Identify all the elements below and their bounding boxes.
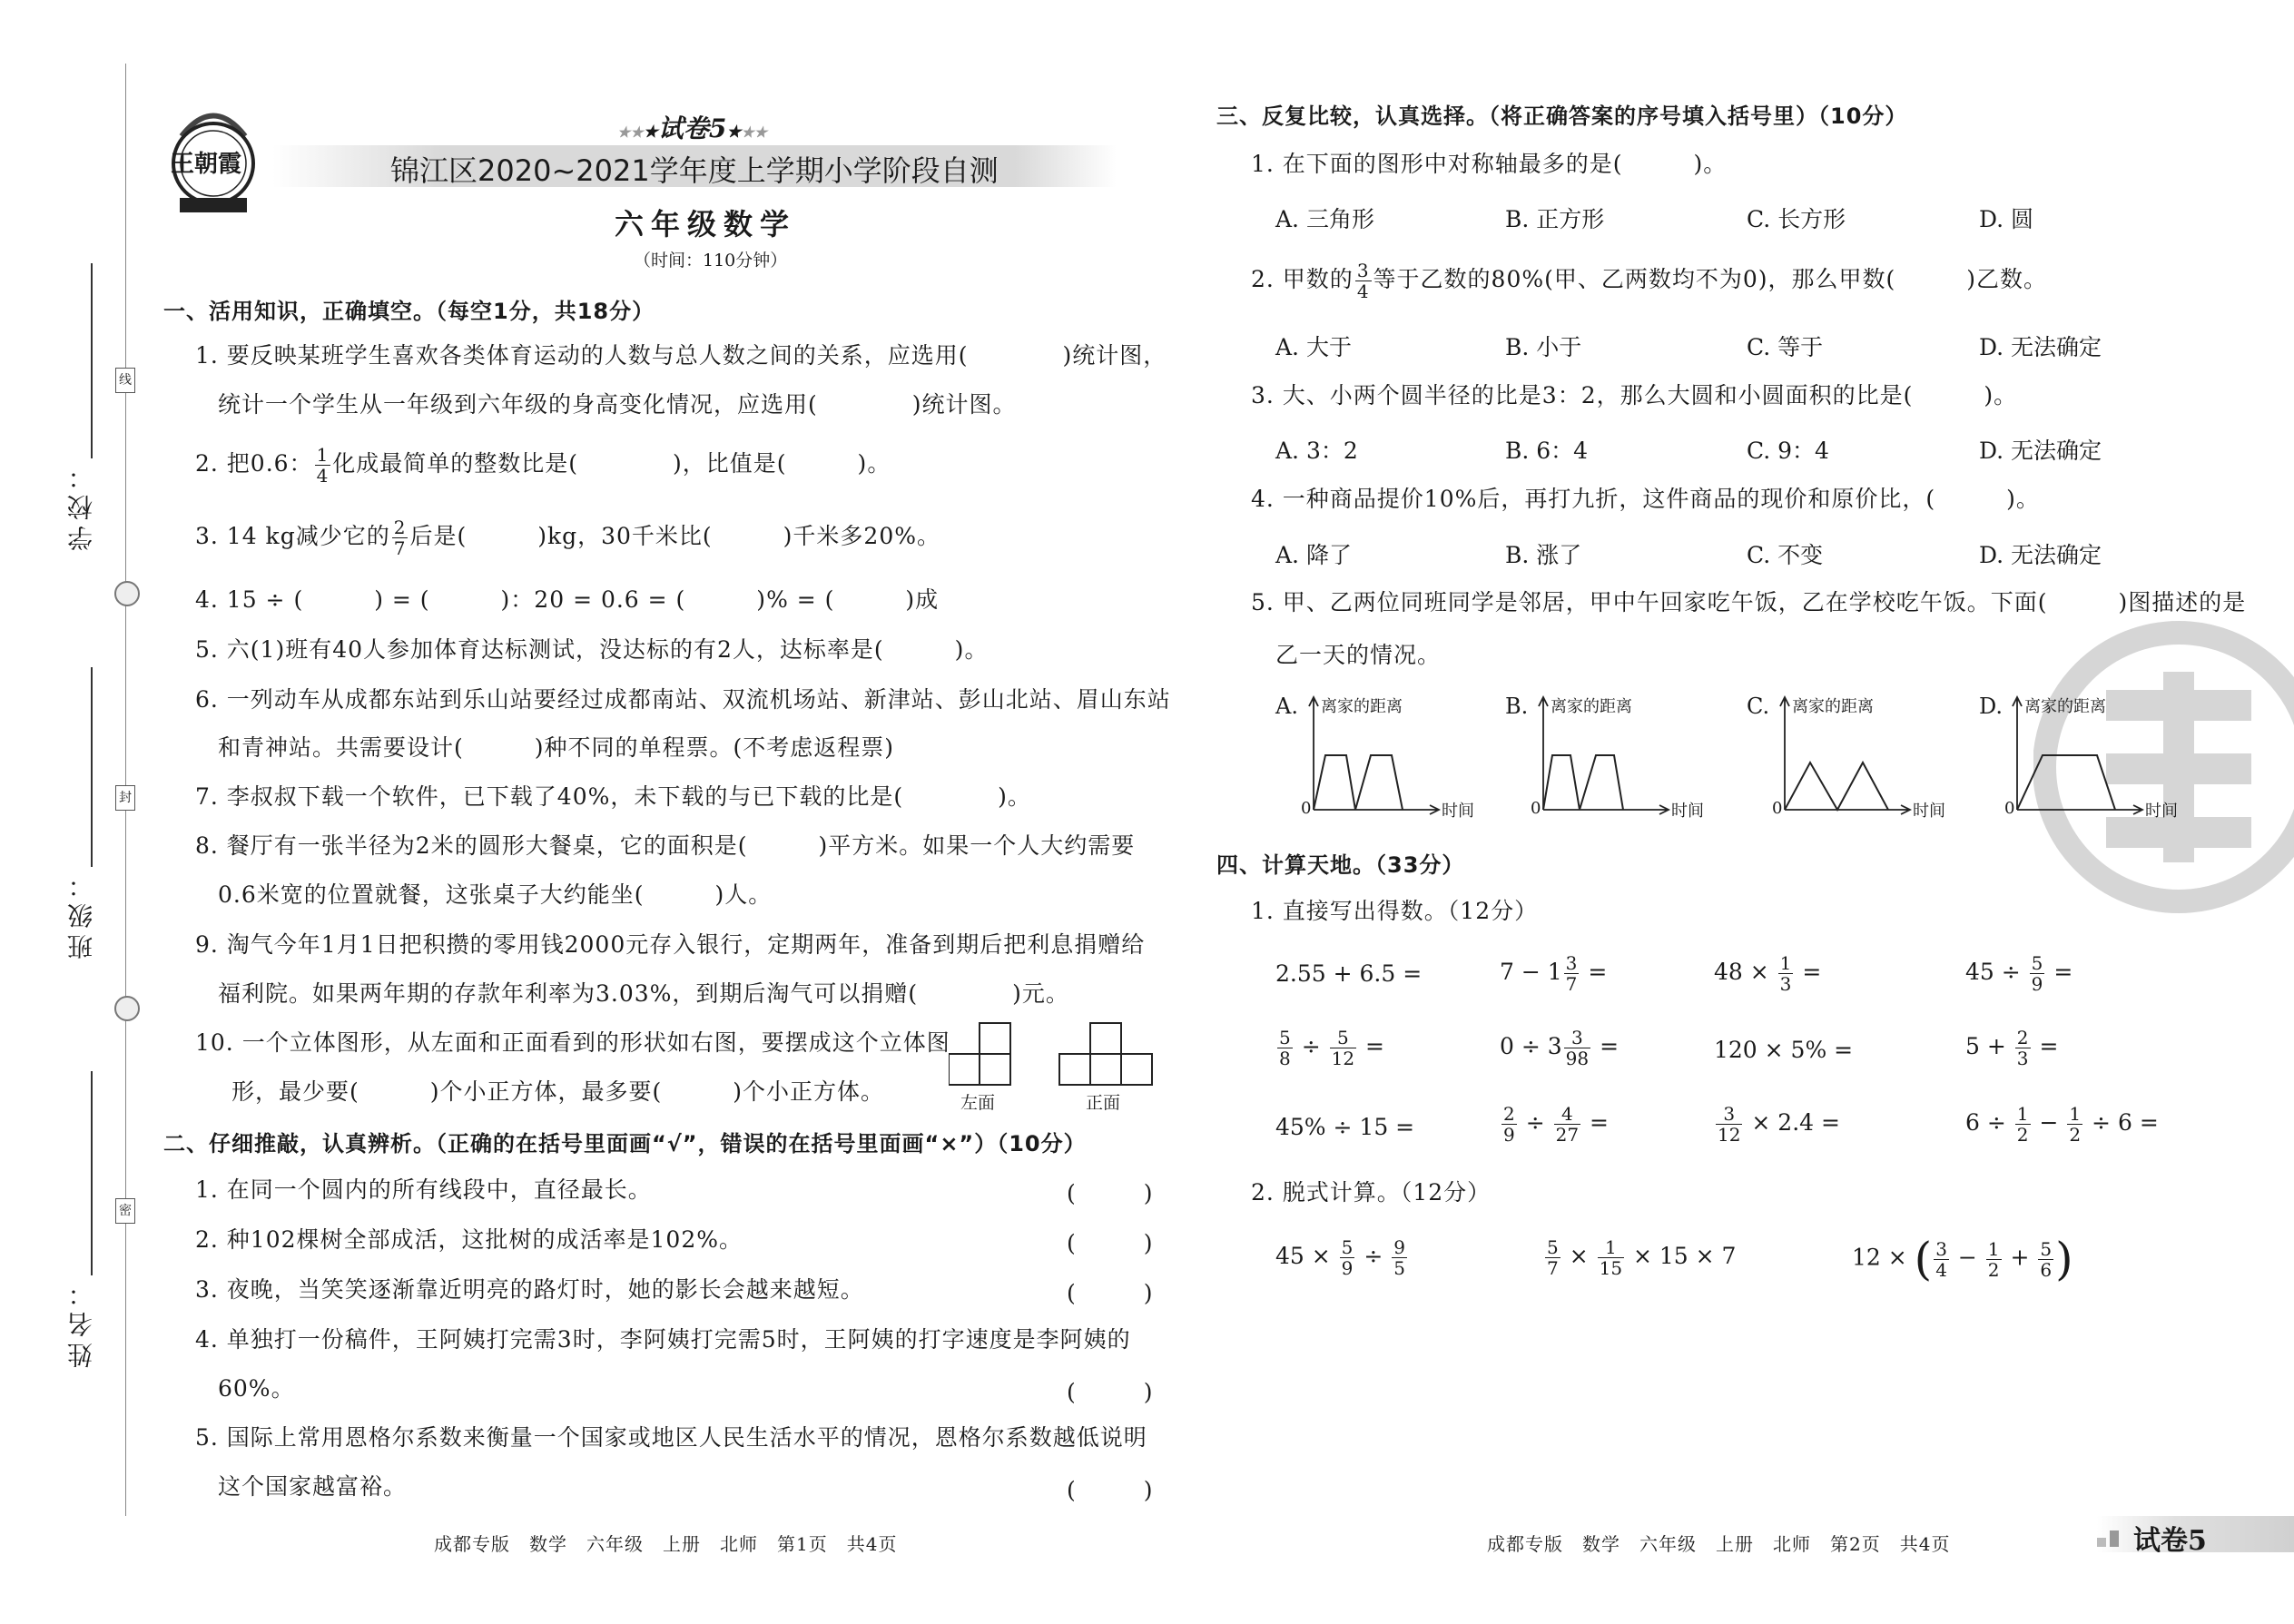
graph-b <box>1505 692 1732 819</box>
footer-right: 成都专版 数学 六年级 上册 北师 第2页 共4页 <box>1487 1533 1951 1555</box>
graph-y-label: 离家的距离 <box>2024 697 2106 716</box>
s1-q9-line1: 9. 淘气今年1月1日把积攒的零用钱2000元存入银行，定期两年，准备到期后把利息捐赠给 <box>195 931 1146 958</box>
graph-y-label: 离家的距离 <box>1321 697 1403 716</box>
calc-item: 120 × 5% = <box>1714 1037 1854 1063</box>
s1-q4: 4. 15 ÷ ( ) = ( )：20 = 0.6 = ( )% = ( )成 <box>195 586 940 613</box>
s3-q2-option-d: D. 无法确定 <box>1979 334 2102 360</box>
s3-q4-option-d: D. 无法确定 <box>1979 542 2102 568</box>
section1-title: 一、活用知识，正确填空。（每空1分，共18分） <box>163 299 655 324</box>
s3-q1: 1. 在下面的图形中对称轴最多的是( )。 <box>1251 151 1728 177</box>
s1-q10-line1: 10. 一个立体图形，从左面和正面看到的形状如右图，要摆成这个立体图 <box>195 1029 950 1056</box>
s2-q5-line1: 5. 国际上常用恩格尔系数来衡量一个国家或地区人民生活水平的情况，恩格尔系数越低说明 <box>195 1424 1147 1451</box>
calc-item: $\frac{2}{9}$ ÷ $\frac{4}{27}$ = <box>1503 1103 1609 1146</box>
square-icon <box>2110 1530 2119 1547</box>
s1-q10-line2: 形，最少要( )个小正方体，最多要( )个小正方体。 <box>231 1078 885 1105</box>
s1-q8-line2: 0.6米宽的位置就餐，这张桌子大约能坐( )人。 <box>218 881 773 908</box>
square-icon <box>2097 1538 2106 1547</box>
s3-q1-option-c: C. 长方形 <box>1747 206 1846 232</box>
calc-item: 45 ÷ $\frac{5}{9}$ = <box>1965 952 2073 995</box>
graph-d <box>1979 692 2206 819</box>
graph-x-label: 时间 <box>1913 802 1945 821</box>
section3-title: 三、反复比较，认真选择。（将正确答案的序号填入括号里）（10分） <box>1216 103 1908 129</box>
graph-origin: 0 <box>1301 799 1312 818</box>
s1-q1-line2: 统计一个学生从一年级到六年级的身高变化情况，应选用( )统计图。 <box>218 391 1017 418</box>
left-view-figure <box>949 1021 1021 1090</box>
calc-item: $\frac{5}{7}$ × $\frac{1}{15}$ × 15 × 7 <box>1547 1236 1737 1279</box>
calc-item: 45 × $\frac{5}{9}$ ÷ $\frac{9}{5}$ <box>1275 1236 1405 1279</box>
name-label: 姓名： <box>66 1275 96 1368</box>
s2-q1: 1. 在同一个圆内的所有线段中，直径最长。 <box>195 1176 652 1203</box>
s1-q6-line1: 6. 一列动车从成都东站到乐山站要经过成都南站、双流机场站、新津站、彭山北站、眉山东站 <box>195 686 1171 713</box>
time-limit: （时间：110分钟） <box>634 251 788 271</box>
s3-q2-option-c: C. 等于 <box>1747 334 1824 360</box>
graph-letter: A. <box>1275 694 1298 719</box>
calc-item: 0 ÷ 3 $\frac{3}{98}$ = <box>1500 1027 1620 1069</box>
paper-badge: ★★★试卷5★★★ <box>617 113 768 143</box>
s3-q2-option-a: A. 大于 <box>1275 334 1352 360</box>
calc-item: $\frac{5}{8}$ ÷ $\frac{5}{12}$ = <box>1279 1027 1384 1069</box>
s3-q1-option-b: B. 正方形 <box>1505 206 1605 232</box>
s3-q1-option-a: A. 三角形 <box>1275 206 1374 232</box>
s1-q1-line1: 1. 要反映某班学生喜欢各类体育运动的人数与总人数之间的关系，应选用( )统计图， <box>195 342 1167 369</box>
s1-q6-line2: 和青神站。共需要设计( )种不同的单程票。(不考虑返程票) <box>218 734 895 761</box>
star-icon: ★ <box>643 123 658 142</box>
answer-paren[interactable]: ( ) <box>1067 1477 1153 1503</box>
answer-paren[interactable]: ( ) <box>1067 1180 1153 1206</box>
s2-q3: 3. 夜晚，当笑笑逐渐靠近明亮的路灯时，她的影长会越来越短。 <box>195 1276 864 1303</box>
s1-q9-line2: 福利院。如果两年期的存款年利率为3.03%，到期后淘气可以捐赠( )元。 <box>218 980 1069 1007</box>
school-field-line <box>91 263 93 458</box>
s1-q3: 3. 14 kg减少它的 $\frac{2}{7}$ 后是( )kg，30千米比( )千米多20%。 <box>195 517 940 559</box>
calc-item: 45% ÷ 15 = <box>1275 1114 1415 1140</box>
s3-q4-option-b: B. 涨了 <box>1505 542 1582 568</box>
logo-text: 王朝霞 <box>171 151 242 178</box>
graph-c <box>1747 692 1974 819</box>
calc-item: 12 × ( $\frac{3}{4}$ − $\frac{1}{2}$ + $\frac{5}{6}$ ) <box>1852 1233 2073 1285</box>
page-title: 锦江区2020~2021学年度上学期小学阶段自测 <box>390 153 999 188</box>
front-view-figure <box>1058 1021 1157 1090</box>
fraction: $\frac{3}{4}$ <box>1356 260 1370 302</box>
graph-x-label: 时间 <box>2145 802 2178 821</box>
s1-q5: 5. 六(1)班有40人参加体育达标测试，没达标的有2人，达标率是( )。 <box>195 636 989 663</box>
graph-x-label: 时间 <box>1671 802 1704 821</box>
s2-q4-line1: 4. 单独打一份稿件，王阿姨打完需3时，李阿姨打完需5时，王阿姨的打字速度是李阿姨的 <box>195 1326 1131 1353</box>
graph-origin: 0 <box>2004 799 2015 818</box>
seal-tag-seal: 封 <box>115 785 135 811</box>
graph-letter: B. <box>1505 694 1529 719</box>
graph-y-label: 离家的距离 <box>1551 697 1632 716</box>
s3-q4-option-c: C. 不变 <box>1747 542 1824 568</box>
footer-left: 成都专版 数学 六年级 上册 北师 第1页 共4页 <box>434 1533 898 1555</box>
front-view-label: 正面 <box>1086 1093 1121 1113</box>
calc-item: 2.55 + 6.5 = <box>1275 960 1423 987</box>
s3-q5-line2: 乙一天的情况。 <box>1275 642 1442 668</box>
school-label: 学校： <box>66 458 96 551</box>
calc-item: 7 − 1 $\frac{3}{7}$ = <box>1500 952 1608 995</box>
s3-q3-option-a: A. 3：2 <box>1275 438 1358 464</box>
star-icon: ★★ <box>741 123 768 141</box>
calc-item: $\frac{3}{12}$ × 2.4 = <box>1718 1103 1840 1146</box>
s4-part1-title: 1. 直接写出得数。（12分） <box>1251 898 1539 924</box>
seal-tag-line: 线 <box>115 368 135 393</box>
s2-q4-line2: 60%。 <box>218 1375 295 1402</box>
fraction: $\frac{1}{4}$ <box>316 444 330 487</box>
binding-hole-icon <box>114 996 140 1021</box>
s1-q8-line1: 8. 餐厅有一张半径为2米的圆形大餐桌，它的面积是( )平方米。如果一个人大约需要 <box>195 832 1136 859</box>
graph-origin: 0 <box>1772 799 1783 818</box>
class-field-line <box>91 667 93 867</box>
s4-part2-title: 2. 脱式计算。（12分） <box>1251 1179 1492 1206</box>
graph-x-label: 时间 <box>1442 802 1474 821</box>
name-field-line <box>91 1071 93 1275</box>
s3-q3: 3. 大、小两个圆半径的比是3：2，那么大圆和小圆面积的比是( )。 <box>1251 382 2018 408</box>
calc-item: 48 × $\frac{1}{3}$ = <box>1714 952 1822 995</box>
star-icon: ★ <box>726 123 742 142</box>
footer-badge: 试卷5 <box>2097 1516 2294 1552</box>
section4-title: 四、计算天地。（33分） <box>1216 852 1465 878</box>
s3-q3-option-c: C. 9：4 <box>1747 438 1829 464</box>
seal-tag-secret: 密 <box>115 1198 135 1224</box>
fraction: $\frac{2}{7}$ <box>393 517 407 559</box>
answer-paren[interactable]: ( ) <box>1067 1230 1153 1256</box>
calc-item: 6 ÷ $\frac{1}{2}$ − $\frac{1}{2}$ ÷ 6 = <box>1965 1103 2159 1146</box>
calc-item: 5 + $\frac{2}{3}$ = <box>1965 1027 2059 1069</box>
s3-q5-line1: 5. 甲、乙两位同班同学是邻居，甲中午回家吃午饭，乙在学校吃午饭。下面( )图描述的是 <box>1251 589 2247 615</box>
s3-q3-option-d: D. 无法确定 <box>1979 438 2102 464</box>
graph-a <box>1275 692 1502 819</box>
graph-y-label: 离家的距离 <box>1792 697 1874 716</box>
binding-hole-icon <box>114 581 140 606</box>
subtitle: 六年级数学 <box>615 207 797 241</box>
answer-paren[interactable]: ( ) <box>1067 1379 1153 1405</box>
s1-q7: 7. 李叔叔下载一个软件，已下载了40%，未下载的与已下载的比是( )。 <box>195 783 1031 810</box>
class-label: 班级： <box>66 867 96 960</box>
answer-paren[interactable]: ( ) <box>1067 1280 1153 1306</box>
star-icon: ★★ <box>617 123 644 141</box>
s3-q3-option-b: B. 6：4 <box>1505 438 1589 464</box>
s3-q4-option-a: A. 降了 <box>1275 542 1352 568</box>
s1-q2: 2. 把0.6： $\frac{1}{4}$ 化成最简单的整数比是( )，比值是( )。 <box>195 444 891 487</box>
graph-letter: C. <box>1747 694 1770 719</box>
s3-q2: 2. 甲数的 $\frac{3}{4}$ 等于乙数的80%(甲、乙两数均不为0)，那么甲数( )乙数。 <box>1251 260 2048 302</box>
graph-letter: D. <box>1979 694 2004 719</box>
graph-origin: 0 <box>1531 799 1541 818</box>
s2-q2: 2. 种102棵树全部成活，这批树的成活率是102%。 <box>195 1226 743 1253</box>
section2-title: 二、仔细推敲，认真辨析。（正确的在括号里面画“√”，错误的在括号里面画“×”）（10分） <box>163 1131 1087 1156</box>
s2-q5-line2: 这个国家越富裕。 <box>218 1473 408 1500</box>
left-view-label: 左面 <box>960 1093 996 1113</box>
s3-q1-option-d: D. 圆 <box>1979 206 2034 232</box>
s3-q4: 4. 一种商品提价10%后，再打九折，这件商品的现价和原价比，( )。 <box>1251 486 2040 512</box>
s3-q2-option-b: B. 小于 <box>1505 334 1582 360</box>
